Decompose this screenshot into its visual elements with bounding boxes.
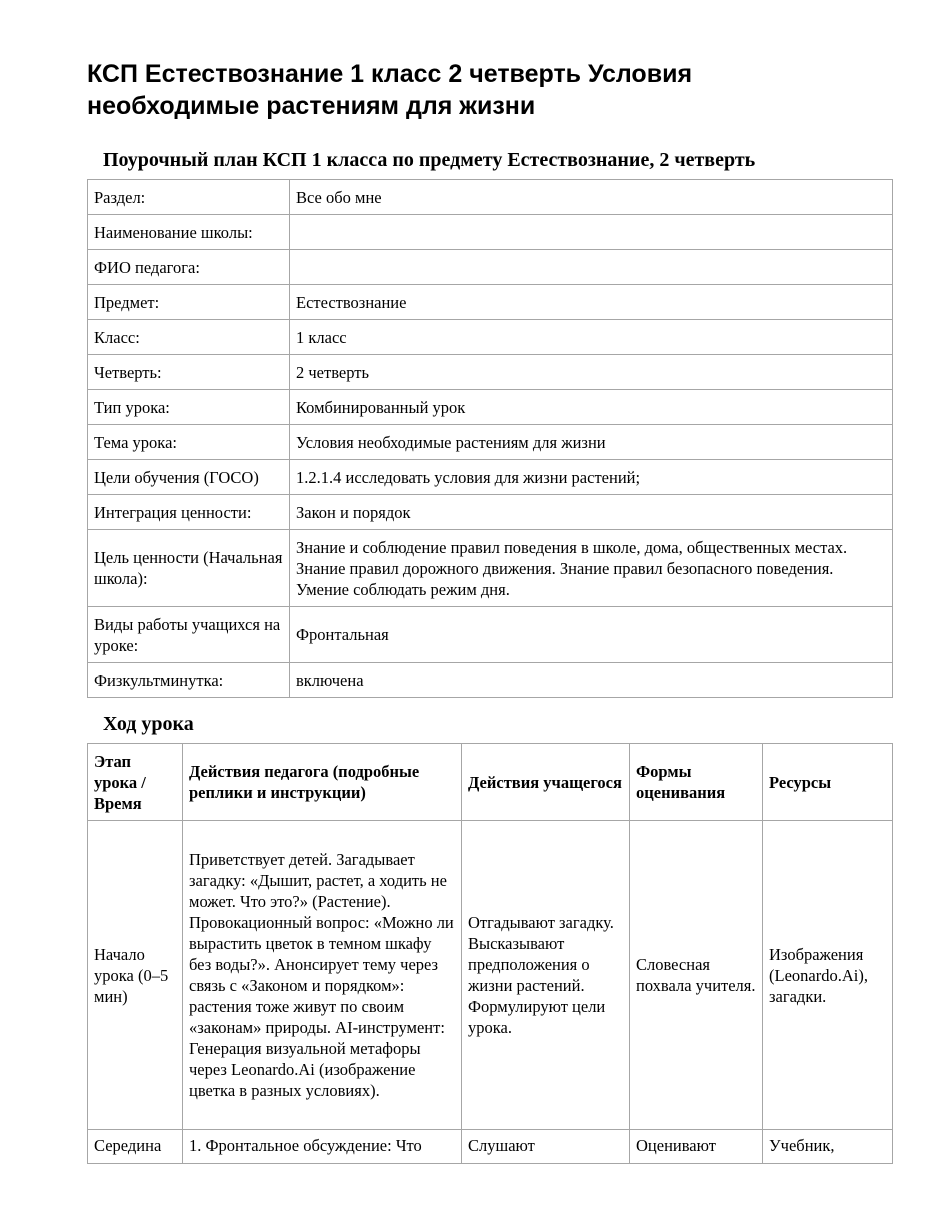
lesson-assessment: Оценивают (630, 1130, 763, 1164)
info-table (87, 179, 893, 698)
plan-heading: Поурочный план КСП 1 класса по предмету Естествознание, 2 четверть (103, 149, 756, 171)
info-value: включена (290, 663, 893, 698)
info-key: Раздел: (88, 180, 290, 215)
info-key: Физкультминутка: (88, 663, 290, 698)
info-value: Знание и соблюдение правил поведения в школе, дома, общественных местах. Знание правил дорожного движения. Знание правил безопасного поведения. Умение соблюдать режим дня. (290, 530, 893, 607)
info-row (88, 607, 893, 663)
info-value: 1 класс (290, 320, 893, 355)
lesson-resources: Изображения (Leonardo.Ai), загадки. (763, 821, 893, 1130)
info-value: 2 четверть (290, 355, 893, 390)
info-row (88, 390, 893, 425)
info-key: Тема урока: (88, 425, 290, 460)
lesson-header-row (88, 744, 893, 821)
lesson-table (87, 743, 893, 1164)
info-key: Виды работы учащихся на уроке: (88, 607, 290, 663)
page-title: КСП Естествознание 1 класс 2 четверть Условия необходимые растениям для жизни (87, 60, 693, 120)
info-key: Тип урока: (88, 390, 290, 425)
info-key: Наименование школы: (88, 215, 290, 250)
info-key: Цель ценности (Начальная школа): (88, 530, 290, 607)
info-value: Естествознание (290, 285, 893, 320)
info-key: ФИО педагога: (88, 250, 290, 285)
info-value: Фронтальная (290, 607, 893, 663)
lesson-stage: Середина (88, 1130, 183, 1164)
info-key: Класс: (88, 320, 290, 355)
column-header-teacher: Действия педагога (подробные реплики и инструкции) (183, 744, 462, 821)
info-value: 1.2.1.4 исследовать условия для жизни растений; (290, 460, 893, 495)
info-value: Условия необходимые растениям для жизни (290, 425, 893, 460)
info-value: Комбинированный урок (290, 390, 893, 425)
info-value (290, 215, 893, 250)
lesson-assessment: Словесная похвала учителя. (630, 821, 763, 1130)
lesson-stage: Начало урока (0–5 мин) (88, 821, 183, 1130)
lesson-row (88, 821, 893, 1130)
lesson-student-actions: Отгадывают загадку. Высказывают предположения о жизни растений. Формулируют цели урока. (462, 821, 630, 1130)
lesson-teacher-actions: Приветствует детей. Загадывает загадку: «Дышит, растет, а ходить не может. Что это?» (Растение). Провокационный вопрос: «Можно ли вырастить цветок в темном шкафу без воды?». Анонсирует тему через связь с «Законом и порядком»: растения тоже живут по своим «законам» природы. AI-инструмент: Генерация визуальной метафоры через Leonardo.Ai (изображение цветка в разных условиях). (183, 821, 462, 1130)
info-row (88, 320, 893, 355)
info-key: Предмет: (88, 285, 290, 320)
lesson-student-actions: Слушают (462, 1130, 630, 1164)
lesson-teacher-actions: 1. Фронтальное обсуждение: Что (183, 1130, 462, 1164)
info-row (88, 215, 893, 250)
info-row (88, 180, 893, 215)
info-row (88, 663, 893, 698)
info-key: Цели обучения (ГОСО) (88, 460, 290, 495)
column-header-resources: Ресурсы (763, 744, 893, 821)
info-value: Закон и порядок (290, 495, 893, 530)
column-header-stage: Этап урока / Время (88, 744, 183, 821)
info-key: Четверть: (88, 355, 290, 390)
info-row (88, 285, 893, 320)
info-value: Все обо мне (290, 180, 893, 215)
info-row (88, 355, 893, 390)
lesson-row (88, 1130, 893, 1164)
lesson-resources: Учебник, (763, 1130, 893, 1164)
info-row (88, 460, 893, 495)
column-header-student: Действия учащегося (462, 744, 630, 821)
info-row (88, 530, 893, 607)
info-key: Интеграция ценности: (88, 495, 290, 530)
lesson-heading: Ход урока (103, 713, 194, 735)
info-row (88, 495, 893, 530)
column-header-assessment: Формы оценивания (630, 744, 763, 821)
info-value (290, 250, 893, 285)
info-row (88, 250, 893, 285)
info-row (88, 425, 893, 460)
